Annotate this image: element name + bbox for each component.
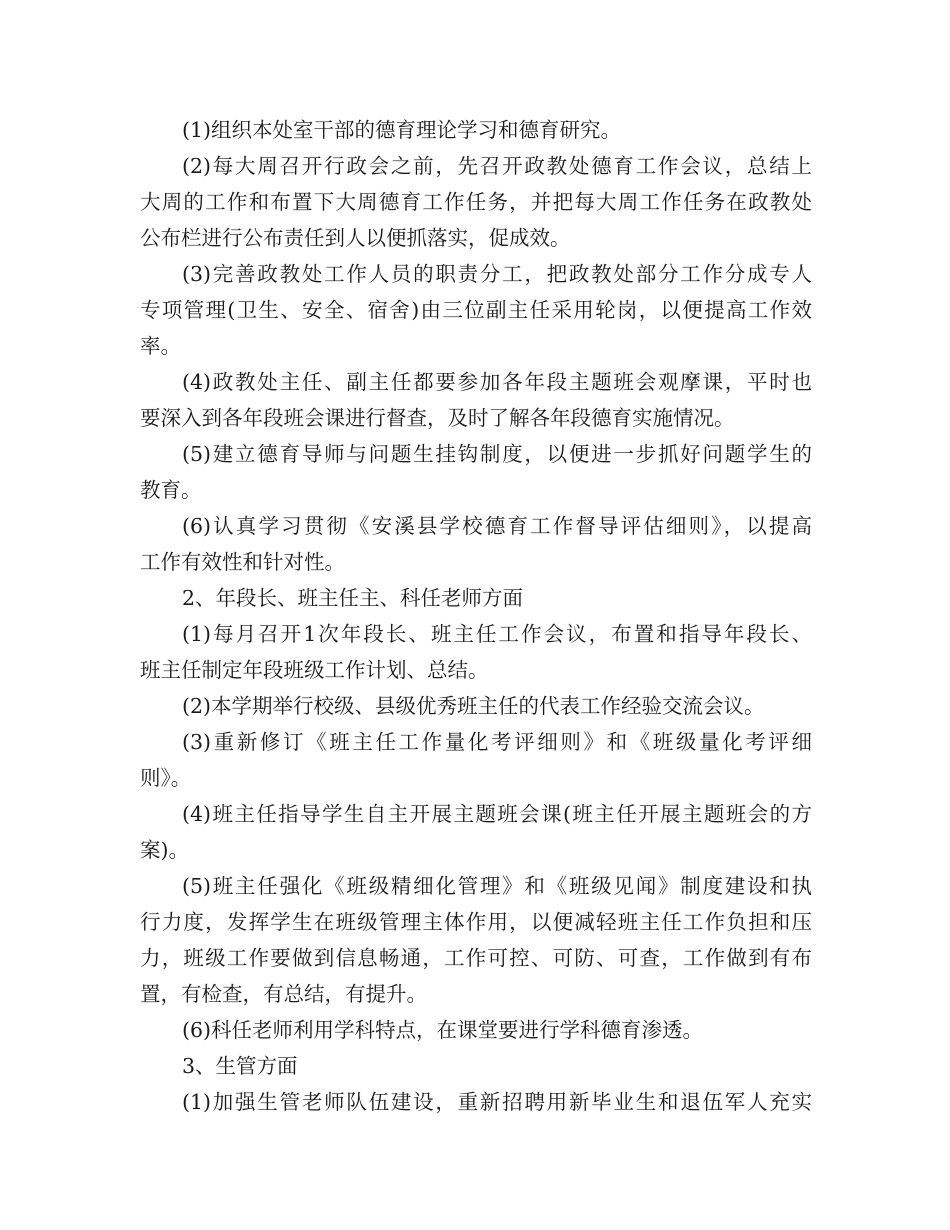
text-line: (4)班主任指导学生自主开展主题班会课(班主任开展主题班会的方 xyxy=(182,802,812,826)
paragraph xyxy=(140,796,812,868)
text-line: 班主任制定年段班级工作计划、总结。 xyxy=(140,658,489,682)
paragraph xyxy=(140,508,812,580)
text-line: 教育。 xyxy=(140,478,202,502)
paragraph xyxy=(140,688,812,724)
text-line: 专项管理(卫生、安全、宿舍)由三位副主任采用轮岗，以便提高工作效 xyxy=(140,298,812,322)
text-line: (4)政教处主任、副主任都要参加各年段主题班会观摩课，平时也 xyxy=(182,370,812,394)
paragraph xyxy=(140,148,812,256)
paragraph xyxy=(140,112,812,148)
document-body xyxy=(140,112,812,1120)
text-line: 3、生管方面 xyxy=(182,1054,298,1078)
text-line: (5)建立德育导师与问题生挂钩制度，以便进一步抓好问题学生的 xyxy=(182,442,812,466)
text-line: 大周的工作和布置下大周德育工作任务，并把每大周工作任务在政教处 xyxy=(140,190,812,214)
section-heading xyxy=(140,1048,812,1084)
text-line: (1)加强生管老师队伍建设，重新招聘用新毕业生和退伍军人充实 xyxy=(182,1090,812,1114)
text-line: 行力度，发挥学生在班级管理主体作用，以便减轻班主任工作负担和压 xyxy=(140,910,812,934)
paragraph xyxy=(140,616,812,688)
paragraph xyxy=(140,436,812,508)
text-line: (5)班主任强化《班级精细化管理》和《班级见闻》制度建设和执 xyxy=(182,874,812,898)
text-line: (6)科任老师利用学科特点，在课堂要进行学科德育渗透。 xyxy=(182,1018,704,1042)
text-line: 2、年段长、班主任主、科任老师方面 xyxy=(182,586,524,610)
paragraph xyxy=(140,724,812,796)
text-line: 则》。 xyxy=(140,766,192,790)
paragraph xyxy=(140,868,812,1012)
text-line: 力，班级工作要做到信息畅通，工作可控、可防、可查，工作做到有布 xyxy=(140,946,812,970)
text-line: 率。 xyxy=(140,334,181,358)
text-line: (3)重新修订《班主任工作量化考评细则》和《班级量化考评细 xyxy=(182,730,812,754)
paragraph xyxy=(140,1084,812,1120)
text-line: (2)本学期举行校级、县级优秀班主任的代表工作经验交流会议。 xyxy=(182,694,765,718)
text-line: (6)认真学习贯彻《安溪县学校德育工作督导评估细则》，以提高 xyxy=(182,514,812,538)
text-line: 要深入到各年段班会课进行督查，及时了解各年段德育实施情况。 xyxy=(140,406,735,430)
paragraph xyxy=(140,256,812,364)
paragraph xyxy=(140,1012,812,1048)
text-line: (3)完善政教处工作人员的职责分工，把政教处部分工作分成专人 xyxy=(182,262,812,286)
text-line: 案)。 xyxy=(140,838,189,862)
text-line: 工作有效性和针对性。 xyxy=(140,550,345,574)
text-line: (1)每月召开1次年段长、班主任工作会议，布置和指导年段长、 xyxy=(182,622,812,646)
text-line: 公布栏进行公布责任到人以便抓落实，促成效。 xyxy=(140,226,571,250)
text-line: (1)组织本处室干部的德育理论学习和德育研究。 xyxy=(182,118,622,142)
text-line: 置，有检查，有总结，有提升。 xyxy=(140,982,427,1006)
text-line: (2)每大周召开行政会之前，先召开政教处德育工作会议，总结上 xyxy=(182,154,812,178)
section-heading xyxy=(140,580,812,616)
paragraph xyxy=(140,364,812,436)
